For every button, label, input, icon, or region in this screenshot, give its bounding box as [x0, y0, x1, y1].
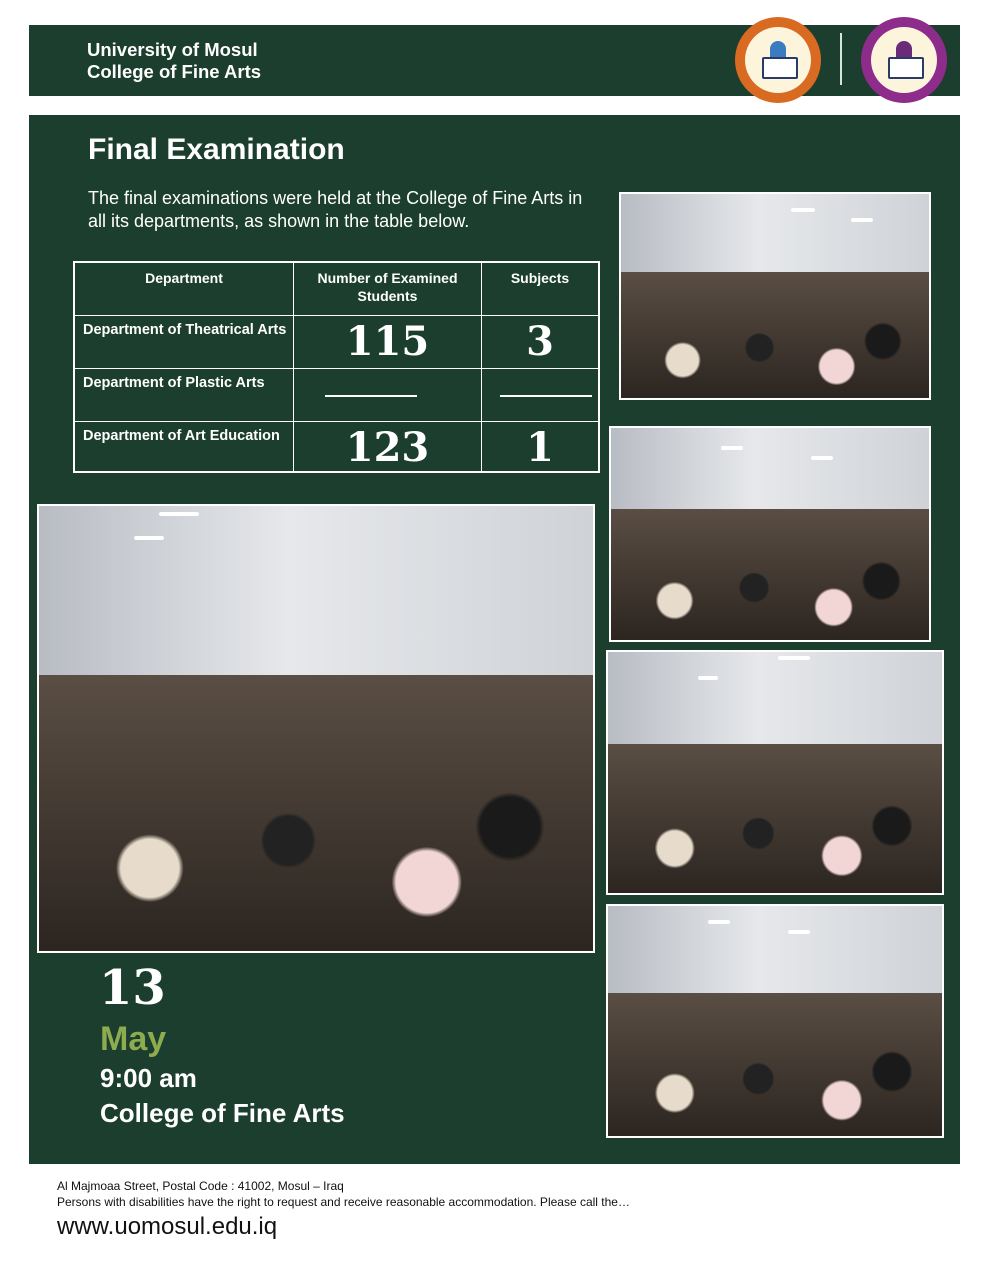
event-place: College of Fine Arts [100, 1098, 345, 1128]
table-header-students: Number of Examined Students [294, 263, 482, 316]
table-cell-subjects: 3 [482, 316, 598, 369]
empty-dash [500, 395, 592, 397]
exam-hall-photo-3 [606, 650, 944, 895]
exam-hall-photo-1 [619, 192, 931, 400]
table-cell-subjects: 1 [526, 424, 554, 471]
table-header-department: Department [75, 263, 294, 316]
college-logo-icon [861, 17, 947, 103]
table-cell-students-empty [294, 369, 482, 422]
website-link[interactable]: www.uomosul.edu.iq [57, 1213, 278, 1240]
exam-hall-photo-4 [606, 904, 944, 1138]
footer-notice: Persons with disabilities have the right to request and receive reasonable accommodation. Please call the… [57, 1195, 630, 1209]
table-cell-students: 123 [294, 422, 482, 473]
header-title [87, 39, 261, 83]
college-name: College of Fine Arts [87, 61, 262, 82]
exam-table [73, 261, 600, 473]
main-panel [29, 115, 960, 1164]
table-cell-students: 115 [294, 316, 482, 369]
table-cell-department: Department of Plastic Arts [75, 369, 294, 422]
page-title: Final Examination [88, 133, 345, 166]
table-cell-department: Department of Theatrical Arts [75, 316, 294, 369]
exam-hall-photo-large [37, 504, 595, 953]
logo-divider [840, 33, 842, 85]
header-banner [29, 25, 960, 96]
event-month: May [100, 1020, 167, 1058]
university-name: University of Mosul [87, 39, 258, 60]
university-logo-icon [735, 17, 821, 103]
exam-hall-photo-2 [609, 426, 931, 642]
table-cell-department: Department of Art Education [75, 422, 294, 473]
footer-address: Al Majmoaa Street, Postal Code : 41002, Mosul – Iraq [57, 1179, 344, 1193]
table-cell-subjects-empty [482, 369, 598, 422]
table-header-subjects: Subjects [482, 263, 598, 316]
event-time: 9:00 am [100, 1063, 197, 1093]
intro-text: The final examinations were held at the College of Fine Arts in all its departments, as shown in the table below. [88, 188, 583, 231]
empty-dash [325, 395, 417, 397]
event-day: 13 [99, 960, 166, 1016]
